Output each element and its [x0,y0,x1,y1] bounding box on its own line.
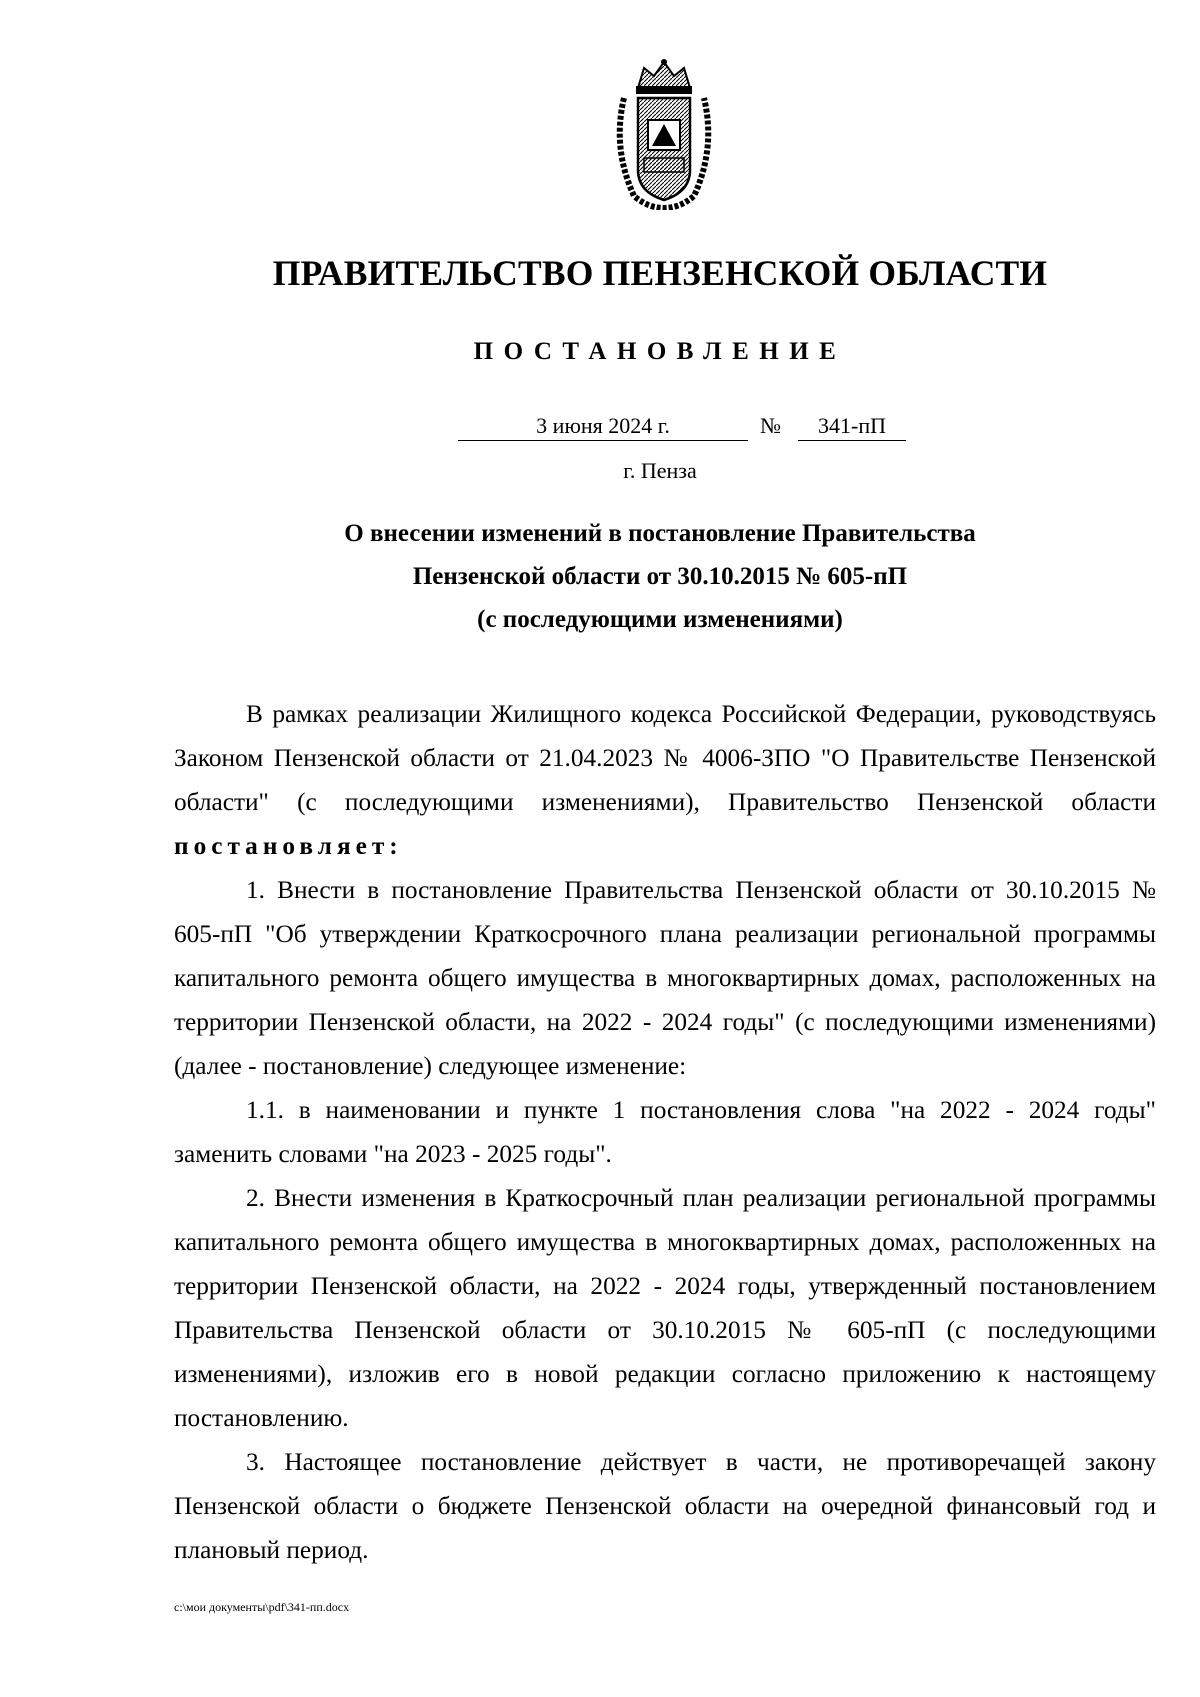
date-number-line [458,412,906,446]
subject-line-2: Пензенской области от 30.10.2015 № 605-пП [412,563,908,590]
document-date: 3 июня 2024 г. [458,412,748,441]
paragraph-item-2: 2. Внести изменения в Краткосрочный план реализации региональной программы капитального ремонта общего имущества в многоквартирных домах, расположенных на территории Пензенской области, на 2022 - 2024 годы, утвержденный постановлением Правительства Пензенской области от 30.10.2015 № 605-пП (с последующими изменениями), изложив его в новой редакции согласно приложению к настоящему постановлению. [174,1184,1156,1432]
paragraph-item-1-1: 1.1. в наименовании и пункте 1 постановления слова "на 2022 - 2024 годы" заменить словами "на 2023 - 2025 годы". [174,1096,1156,1168]
city: г. Пенза [623,458,697,483]
organization-title: ПРАВИТЕЛЬСТВО ПЕНЗЕНСКОЙ ОБЛАСТИ [272,253,1048,293]
paragraph-item-3: 3. Настоящее постановление действует в части, не противоречащей закону Пензенской области о бюджете Пензенской области на очередной финансовый год и плановый период. [174,1448,1156,1564]
paragraph-preamble [174,692,1156,868]
document-type: ПОСТАНОВЛЕНИЕ [473,338,847,365]
document-number: 341-пП [798,412,906,441]
subject-line-3: (с последующими изменениями) [477,606,843,633]
document-subject [260,512,1060,641]
preamble-text: В рамках реализации Жилищного кодекса Российской Федерации, руководствуясь Законом Пензенской области от 21.04.2023 № 4006-ЗПО "О Правительстве Пензенской области" (с последующими изменениями), Правительство Пензенской области [174,700,1156,816]
file-path-footer: c:\мои документы\pdf\341-пп.docx [174,1600,350,1614]
document-body [174,692,1156,1572]
paragraph-item-1: 1. Внести в постановление Правительства Пензенской области от 30.10.2015 № 605-пП "Об утверждении Краткосрочного плана реализации региональной программы капитального ремонта общего имущества в многоквартирных домах, расположенных на территории Пензенской области, на 2022 - 2024 годы" (с последующими изменениями) (далее - постановление) следующее изменение: [174,876,1156,1080]
decree-word: постановляет: [174,832,403,860]
subject-line-1: О внесении изменений в постановление Правительства [344,520,976,547]
coat-of-arms-icon [608,58,720,210]
number-sign: № [760,413,781,438]
